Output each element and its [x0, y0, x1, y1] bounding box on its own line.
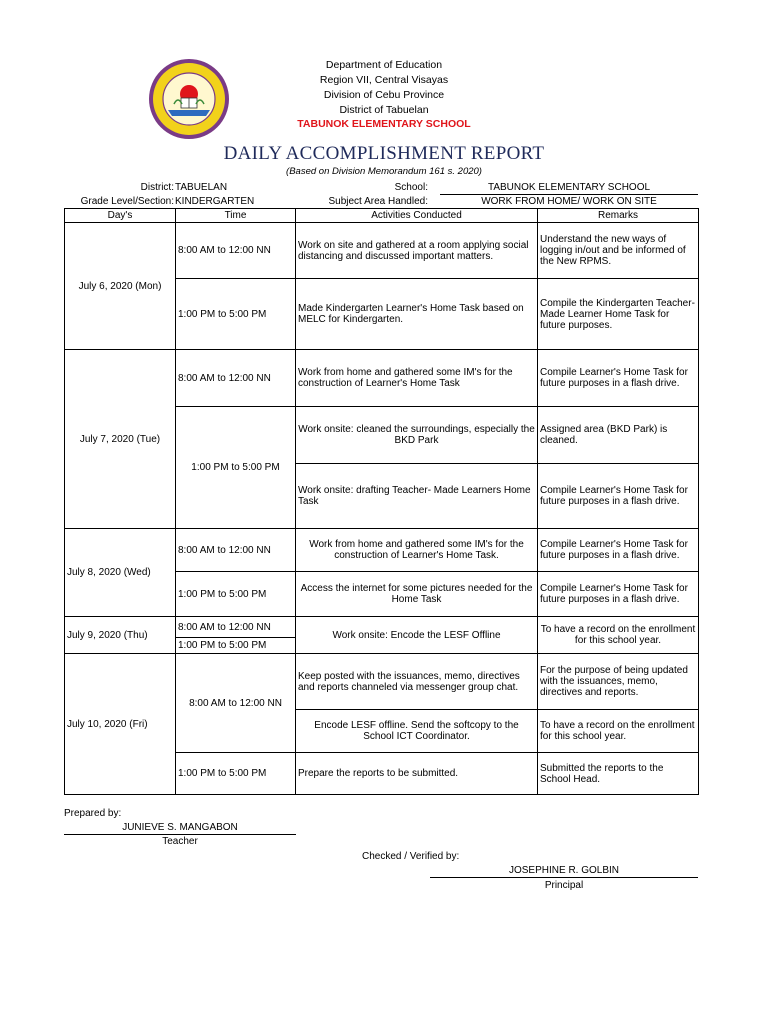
time-cell: 8:00 AM to 12:00 NN	[176, 350, 296, 407]
time-cell: 1:00 PM to 5:00 PM	[176, 753, 296, 795]
activity-cell: Work onsite: drafting Teacher- Made Learners Home Task	[296, 464, 538, 529]
page-title: DAILY ACCOMPLISHMENT REPORT	[223, 143, 545, 164]
prepared-by-name: JUNIEVE S. MANGABON	[64, 821, 296, 835]
time-cell: 1:00 PM to 5:00 PM	[176, 407, 296, 529]
table-row	[65, 654, 699, 710]
department-line: Department of Education	[325, 59, 443, 71]
remarks-cell: Compile Learner's Home Task for future purposes in a flash drive.	[538, 464, 699, 529]
activity-cell: Keep posted with the issuances, memo, directives and reports channeled via messenger group chat.	[296, 654, 538, 710]
checked-by-role: Principal	[544, 880, 584, 891]
time-cell: 1:00 PM to 5:00 PM	[176, 279, 296, 350]
activity-cell: Work onsite: Encode the LESF Offline	[296, 617, 538, 654]
remarks-cell: Submitted the reports to the School Head.	[538, 753, 699, 795]
table-row	[65, 529, 699, 572]
remarks-cell: Understand the new ways of logging in/out and be informed of the New RPMS.	[538, 223, 699, 279]
remarks-cell: To have a record on the enrollment for this school year.	[538, 617, 699, 654]
time-cell: 8:00 AM to 12:00 NN	[176, 617, 296, 638]
remarks-cell: To have a record on the enrollment for this school year.	[538, 710, 699, 753]
activity-cell: Made Kindergarten Learner's Home Task based on MELC for Kindergarten.	[296, 279, 538, 350]
remarks-cell: For the purpose of being updated with the issuances, memo, directives and reports.	[538, 654, 699, 710]
activity-cell: Access the internet for some pictures needed for the Home Task	[296, 572, 538, 617]
activity-cell: Work from home and gathered some IM's for the construction of Learner's Home Task	[296, 350, 538, 407]
col-header-remarks: Remarks	[538, 209, 699, 223]
subject-label: Subject Area Handled:	[328, 196, 428, 207]
activity-cell: Work onsite: cleaned the surroundings, especially the BKD Park	[296, 407, 538, 464]
activity-cell: Prepare the reports to be submitted.	[296, 753, 538, 795]
table-row	[65, 350, 699, 407]
report-table	[64, 208, 699, 795]
prepared-by-label: Prepared by:	[64, 808, 122, 819]
col-header-time: Time	[176, 209, 296, 223]
activity-cell: Work from home and gathered some IM's for the construction of Learner's Home Task.	[296, 529, 538, 572]
activity-cell: Encode LESF offline. Send the softcopy to the School ICT Coordinator.	[296, 710, 538, 753]
page-subtitle: (Based on Division Memorandum 161 s. 2020)	[286, 166, 482, 177]
remarks-cell: Compile the Kindergarten Teacher-Made Learner Home Task for future purposes.	[538, 279, 699, 350]
time-cell: 8:00 AM to 12:00 NN	[176, 654, 296, 753]
grade-value: KINDERGARTEN	[175, 196, 255, 207]
district-line: District of Tabuelan	[339, 104, 429, 116]
district-label: District:	[140, 182, 174, 193]
day-cell: July 6, 2020 (Mon)	[65, 223, 176, 350]
school-label: School:	[394, 182, 428, 193]
day-cell: July 9, 2020 (Thu)	[65, 617, 176, 654]
school-value: TABUNOK ELEMENTARY SCHOOL	[440, 181, 698, 195]
table-row	[65, 223, 699, 279]
day-cell: July 8, 2020 (Wed)	[65, 529, 176, 617]
checked-by-name: JOSEPHINE R. GOLBIN	[430, 864, 698, 878]
col-header-activities: Activities Conducted	[296, 209, 538, 223]
district-value: TABUELAN	[175, 182, 228, 193]
day-cell: July 7, 2020 (Tue)	[65, 350, 176, 529]
school-name-heading: TABUNOK ELEMENTARY SCHOOL	[297, 118, 471, 130]
division-line: Division of Cebu Province	[323, 89, 445, 101]
prepared-by-role: Teacher	[162, 836, 198, 847]
grade-label: Grade Level/Section:	[80, 196, 174, 207]
subject-value: WORK FROM HOME/ WORK ON SITE	[481, 196, 657, 207]
activity-cell: Work on site and gathered at a room applying social distancing and discussed important matters.	[296, 223, 538, 279]
time-cell: 1:00 PM to 5:00 PM	[176, 638, 296, 654]
remarks-cell: Compile Learner's Home Task for future purposes in a flash drive.	[538, 350, 699, 407]
time-cell: 8:00 AM to 12:00 NN	[176, 529, 296, 572]
time-cell: 1:00 PM to 5:00 PM	[176, 572, 296, 617]
table-header-row	[65, 209, 699, 223]
time-cell: 8:00 AM to 12:00 NN	[176, 223, 296, 279]
remarks-cell: Compile Learner's Home Task for future purposes in a flash drive.	[538, 572, 699, 617]
day-cell: July 10, 2020 (Fri)	[65, 654, 176, 795]
remarks-cell: Assigned area (BKD Park) is cleaned.	[538, 407, 699, 464]
table-row	[65, 617, 699, 638]
region-line: Region VII, Central Visayas	[319, 74, 449, 86]
col-header-days: Day's	[65, 209, 176, 223]
remarks-cell: Compile Learner's Home Task for future purposes in a flash drive.	[538, 529, 699, 572]
checked-by-label: Checked / Verified by:	[362, 851, 460, 862]
